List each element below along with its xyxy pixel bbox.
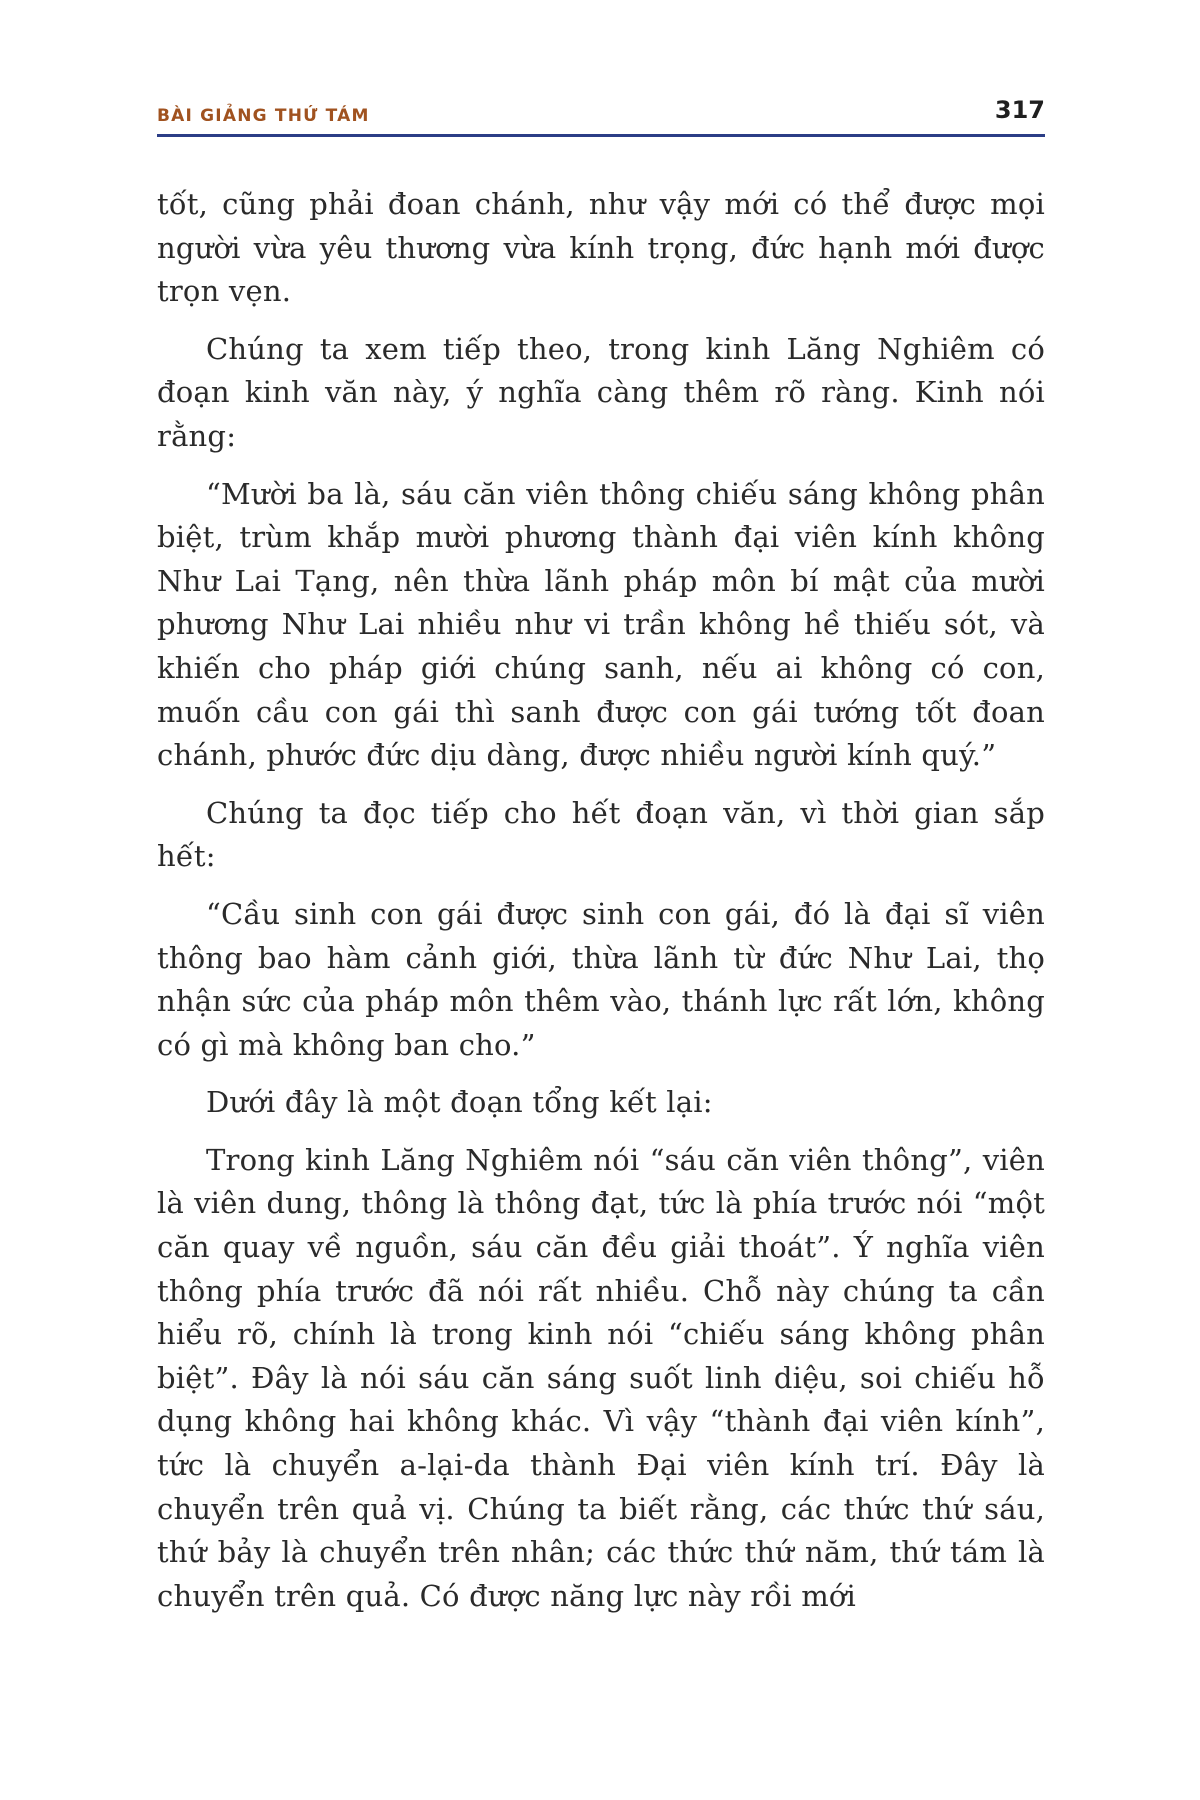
header-divider: [157, 134, 1045, 137]
chapter-title: BÀI GIẢNG THỨ TÁM: [157, 106, 370, 126]
paragraph: Chúng ta đọc tiếp cho hết đoạn văn, vì thời gian sắp hết:: [157, 795, 1045, 874]
paragraph-continuation: tốt, cũng phải đoan chánh, như vậy mới có thể được mọi người vừa yêu thương vừa kính trọng, đức hạnh mới được trọn vẹn.: [157, 187, 1045, 309]
paragraph: Chúng ta xem tiếp theo, trong kinh Lăng Nghiêm có đoạn kinh văn này, ý nghĩa càng thêm rõ ràng. Kinh nói rằng:: [157, 331, 1045, 453]
paragraph: Trong kinh Lăng Nghiêm nói “sáu căn viên thông”, viên là viên dung, thông là thông đạt, tức là phía trước nói “một căn quay về nguồn, sáu căn đều giải thoát”. Ý nghĩa viên thông phía trước đã nói rất nhiều. Chỗ này chúng ta cần hiểu rõ, chính là trong kinh nói “chiếu sáng không phân biệt”. Đây là nói sáu căn sáng suốt linh diệu, soi chiếu hỗ dụng không hai không khác. Vì vậy “thành đại viên kính”, tức là chuyển a-lại-da thành Đại viên kính trí. Đây là chuyển trên quả vị. Chúng ta biết rằng, các thức thứ sáu, thứ bảy là chuyển trên nhân; các thức thứ năm, thứ tám là chuyển trên quả. Có được năng lực này rồi mới: [157, 1142, 1045, 1613]
body-text: [157, 183, 1045, 1632]
paragraph: Dưới đây là một đoạn tổng kết lại:: [206, 1085, 713, 1120]
sutra-quote: “Mười ba là, sáu căn viên thông chiếu sáng không phân biệt, trùm khắp mười phương thành đại viên kính không Như Lai Tạng, nên thừa lãnh pháp môn bí mật của mười phương Như Lai nhiều như vi trần không hề thiếu sót, và khiến cho pháp giới chúng sanh, nếu ai không có con, muốn cầu con gái thì sanh được con gái tướng tốt đoan chánh, phước đức dịu dàng, được nhiều người kính quý.”: [157, 476, 1045, 773]
sutra-quote: “Cầu sinh con gái được sinh con gái, đó là đại sĩ viên thông bao hàm cảnh giới, thừa lãnh từ đức Như Lai, thọ nhận sức của pháp môn thêm vào, thánh lực rất lớn, không có gì mà không ban cho.”: [157, 896, 1045, 1062]
page-number: 317: [994, 96, 1045, 124]
running-header: [157, 96, 1045, 130]
